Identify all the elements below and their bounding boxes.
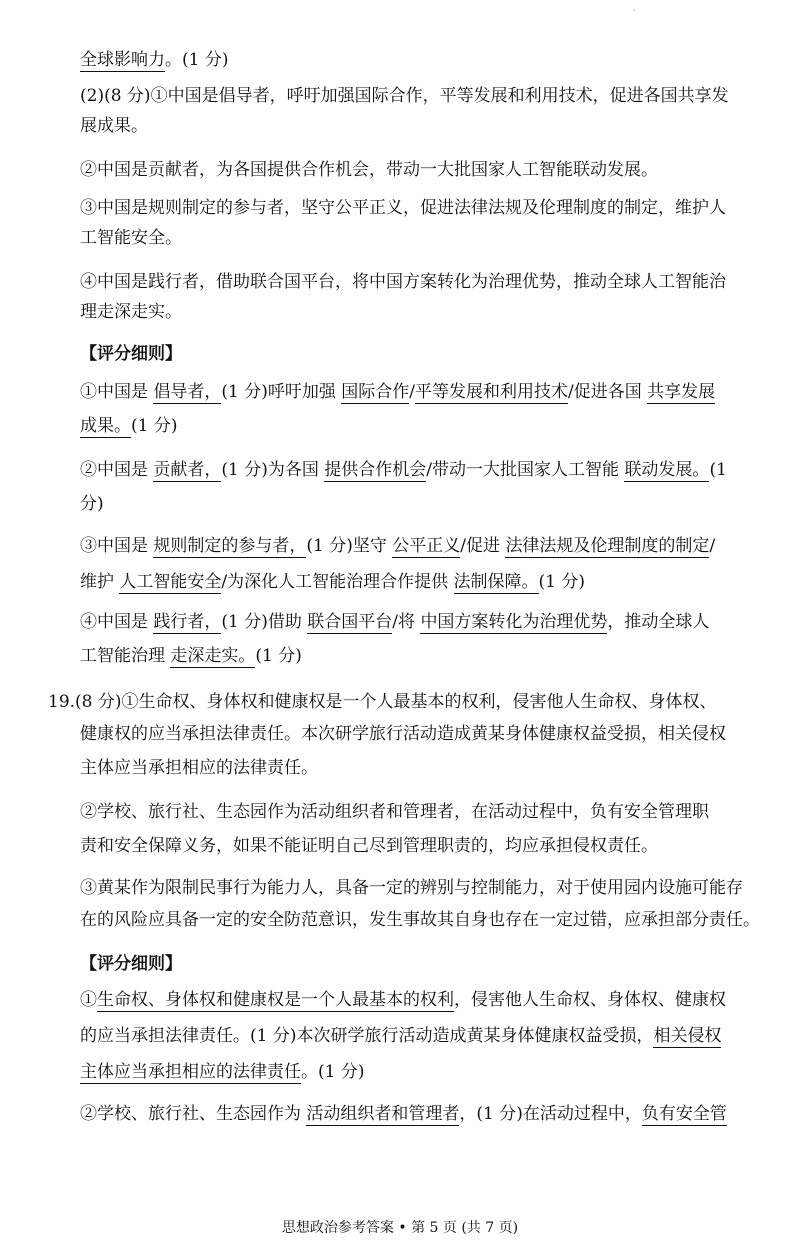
text-segment: (1 分)为各国 [221,460,325,480]
text-segment: ②学校、旅行社、生态园作为活动组织者和管理者，在活动过程中，负有安全管理职 [80,802,709,822]
text-segment: ③中国是 [80,536,154,556]
text-segment: 工智能治理 [80,646,171,666]
text-line [80,610,770,634]
text-segment: /促进 [460,536,506,556]
text-segment: /促进各国 [568,382,648,402]
text-line [80,876,770,900]
text-line [80,908,770,932]
text-segment: 分) [80,494,104,514]
text-line [80,380,770,404]
underlined-keyword: 主体应当承担相应的法律责任 [80,1062,301,1082]
text-segment: (1 分) [131,416,178,436]
underlined-keyword: 走深走实。 [170,646,256,666]
text-line [80,196,770,220]
text-segment: ②学校、旅行社、生态园作为 [80,1104,307,1124]
text-segment: 健康权的应当承担法律责任。本次研学旅行活动造成黄某身体健康权益受损，相关侵权 [80,724,726,744]
underlined-keyword: 平等发展和利用技术 [415,382,569,402]
text-segment: (1 分) [538,572,586,592]
text-line [80,722,770,746]
text-line [80,270,770,294]
text-line [80,84,770,108]
text-line [80,534,770,558]
text-segment: ，推动全球人 [607,612,710,632]
underlined-keyword: 贡献者， [153,460,222,480]
underlined-keyword: 相关侵权 [653,1026,722,1046]
text-line [80,226,770,250]
text-segment: 。(1 分) [301,1062,365,1082]
underlined-keyword: 联动发展。 [624,460,710,480]
text-segment: 【评分细则】 [80,344,182,364]
text-segment: ①中国是 [80,382,154,402]
text-line [80,644,770,668]
text-segment: /带动一大批国家人工智能 [426,460,625,480]
text-line [80,492,770,516]
text-segment: 的应当承担法律责任。(1 分)本次研学旅行活动造成黄某身体健康权益受损， [80,1026,654,1046]
text-segment: 主体应当承担相应的法律责任。 [80,758,318,778]
text-line [80,756,770,780]
text-segment: ③中国是规则制定的参与者，坚守公平正义，促进法律法规及伦理制度的制定，维护人 [80,198,726,218]
text-segment: ，(1 分)在活动过程中， [459,1104,642,1124]
text-line [80,458,770,482]
text-segment: 。(1 分) [165,50,229,70]
text-segment: ②中国是贡献者，为各国提供合作机会，带动一大批国家人工智能联动发展。 [80,160,658,180]
underlined-keyword: 法制保障。 [453,572,539,592]
text-segment: 展成果。 [80,116,148,136]
text-segment: ②中国是 [80,460,154,480]
text-line [80,1024,770,1048]
text-segment: ① [80,990,97,1010]
text-line [80,834,770,858]
text-segment: 维护 [80,572,120,592]
underlined-keyword: 国际合作 [341,382,410,402]
text-line [80,988,770,1012]
text-segment: ④中国是践行者，借助联合国平台，将中国方案转化为治理优势，推动全球人工智能治 [80,272,726,292]
section-heading [80,952,770,976]
text-segment: (1 分)呼吁加强 [221,382,342,402]
text-segment: /为深化人工智能治理合作提供 [221,572,454,592]
text-line [80,48,770,72]
text-segment: / [409,382,416,402]
text-line [80,158,770,182]
text-line [80,570,770,594]
scan-mark: · [633,6,636,15]
text-line [80,1102,770,1126]
text-segment: 【评分细则】 [80,954,182,974]
text-segment: (2)(8 分)①中国是倡导者，呼吁加强国际合作，平等发展和利用技术，促进各国共享发 [80,86,729,106]
text-segment: 理走深走实。 [80,302,182,322]
text-line [48,690,738,714]
text-segment: (1 分)坚守 [306,536,393,556]
text-segment: (1 [709,460,727,480]
text-segment: 责和安全保障义务，如果不能证明自己尽到管理职责的，均应承担侵权责任。 [80,836,658,856]
text-line [80,1060,770,1084]
section-heading [80,342,770,366]
text-segment: 工智能安全。 [80,228,182,248]
text-segment: (1 分)借助 [221,612,308,632]
underlined-keyword: 规则制定的参与者， [153,536,307,556]
page-footer: 思想政治参考答案 • 第 5 页 (共 7 页) [281,1220,519,1236]
text-line [80,300,770,324]
text-line [80,414,770,438]
underlined-keyword: 中国方案转化为治理优势 [420,612,608,632]
underlined-keyword: 负有安全管 [641,1104,727,1124]
text-segment: / [709,536,716,556]
text-segment: ，侵害他人生命权、身体权、健康权 [454,990,726,1010]
text-segment: 在的风险应具备一定的安全防范意识，发生事故其自身也存在一定过错，应承担部分责任。 [80,910,760,930]
underlined-keyword: 成果。 [80,416,131,436]
underlined-keyword: 联合国平台 [307,612,393,632]
underlined-keyword: 公平正义 [392,536,461,556]
text-segment: ③黄某作为限制民事行为能力人，具备一定的辨别与控制能力，对于使用园内设施可能存 [80,878,743,898]
text-segment: ④中国是 [80,612,154,632]
underlined-keyword: 践行者， [153,612,222,632]
text-line [80,800,770,824]
underlined-keyword: 倡导者， [153,382,222,402]
text-line [80,114,770,138]
underlined-keyword: 提供合作机会 [324,460,427,480]
underlined-keyword: 法律法规及伦理制度的制定 [505,536,710,556]
underlined-keyword: 人工智能安全 [119,572,222,592]
underlined-keyword: 活动组织者和管理者 [306,1104,460,1124]
underlined-keyword: 全球影响力 [80,50,165,70]
text-segment: /将 [392,612,421,632]
underlined-keyword: 共享发展 [647,382,716,402]
underlined-keyword: 生命权、身体权和健康权是一个人最基本的权利 [97,990,454,1010]
text-segment: 19.(8 分)①生命权、身体权和健康权是一个人最基本的权利，侵害他人生命权、身体权、 [48,692,717,712]
text-segment: (1 分) [255,646,302,666]
